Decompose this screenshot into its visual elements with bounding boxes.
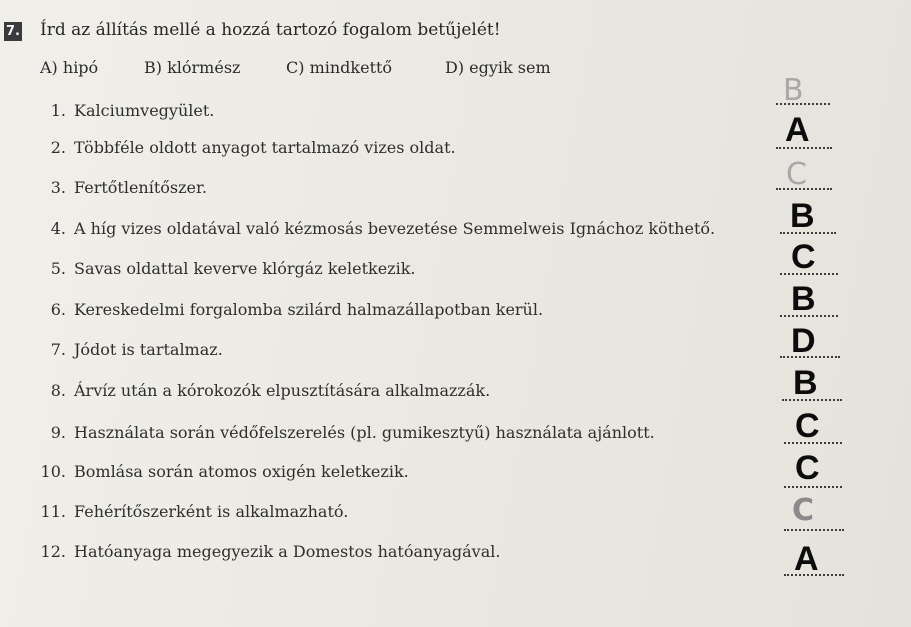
item-number: 6. xyxy=(50,300,66,319)
item-statement: A híg vizes oldatával való kézmosás bevezetése Semmelweis Ignáchoz köthető. xyxy=(74,219,716,238)
answer-letter-pencil: C xyxy=(786,157,807,192)
task-number-box: 7. xyxy=(4,22,22,41)
answer-letter-smudged: C xyxy=(792,493,815,528)
item-statement: Kalciumvegyület. xyxy=(74,101,215,120)
answer-letter: A xyxy=(785,111,810,149)
task-instruction: Írd az állítás mellé a hozzá tartozó fogalom betűjelét! xyxy=(40,20,501,40)
answer-letter: C xyxy=(795,449,820,487)
item-number: 12. xyxy=(40,542,66,561)
answer-line xyxy=(780,232,836,234)
item-statement: Fehérítőszerként is alkalmazható. xyxy=(74,502,349,521)
item-number: 3. xyxy=(50,178,66,197)
answer-letter: B xyxy=(793,364,818,402)
item-number: 9. xyxy=(50,423,66,442)
item-statement: Bomlása során atomos oxigén keletkezik. xyxy=(74,462,409,481)
item-statement: Jódot is tartalmaz. xyxy=(74,340,223,359)
answer-letter: A xyxy=(794,540,819,578)
item-statement: Kereskedelmi forgalomba szilárd halmazállapotban kerül. xyxy=(74,300,544,319)
item-statement: Többféle oldott anyagot tartalmazó vizes oldat. xyxy=(74,138,456,157)
item-number: 7. xyxy=(50,340,66,359)
answer-letter: D xyxy=(791,322,816,360)
answer-line xyxy=(780,273,838,275)
item-number: 8. xyxy=(50,381,66,400)
answer-line xyxy=(776,103,830,105)
answer-letter: B xyxy=(790,197,815,235)
item-number: 10. xyxy=(40,462,66,481)
answer-line xyxy=(784,529,844,531)
item-number: 2. xyxy=(50,138,66,157)
item-statement: Fertőtlenítőszer. xyxy=(74,178,207,197)
item-statement: Hatóanyaga megegyezik a Domestos hatóanyagával. xyxy=(74,542,501,561)
answer-letter: B xyxy=(791,280,816,318)
option-c: C) mindkettő xyxy=(286,58,393,77)
item-number: 5. xyxy=(50,259,66,278)
answer-line xyxy=(780,356,840,358)
item-number: 1. xyxy=(50,101,66,120)
answer-line xyxy=(776,147,832,149)
answer-line xyxy=(780,315,838,317)
answer-letter: C xyxy=(791,238,816,276)
answer-line xyxy=(776,188,832,190)
answer-line xyxy=(784,574,844,576)
answer-line xyxy=(784,486,842,488)
item-number: 11. xyxy=(40,502,66,521)
answer-letter: C xyxy=(795,407,820,445)
answer-line xyxy=(784,442,842,444)
option-a: A) hipó xyxy=(40,58,99,77)
item-statement: Árvíz után a kórokozók elpusztítására alkalmazzák. xyxy=(74,381,491,400)
option-b: B) klórmész xyxy=(144,58,241,77)
answer-line xyxy=(782,399,842,401)
item-statement: Használata során védőfelszerelés (pl. gumikesztyű) használata ajánlott. xyxy=(74,423,655,442)
item-number: 4. xyxy=(50,219,66,238)
option-d: D) egyik sem xyxy=(445,58,551,77)
item-statement: Savas oldattal keverve klórgáz keletkezik. xyxy=(74,259,416,278)
answer-letter-pencil: B xyxy=(783,73,804,108)
